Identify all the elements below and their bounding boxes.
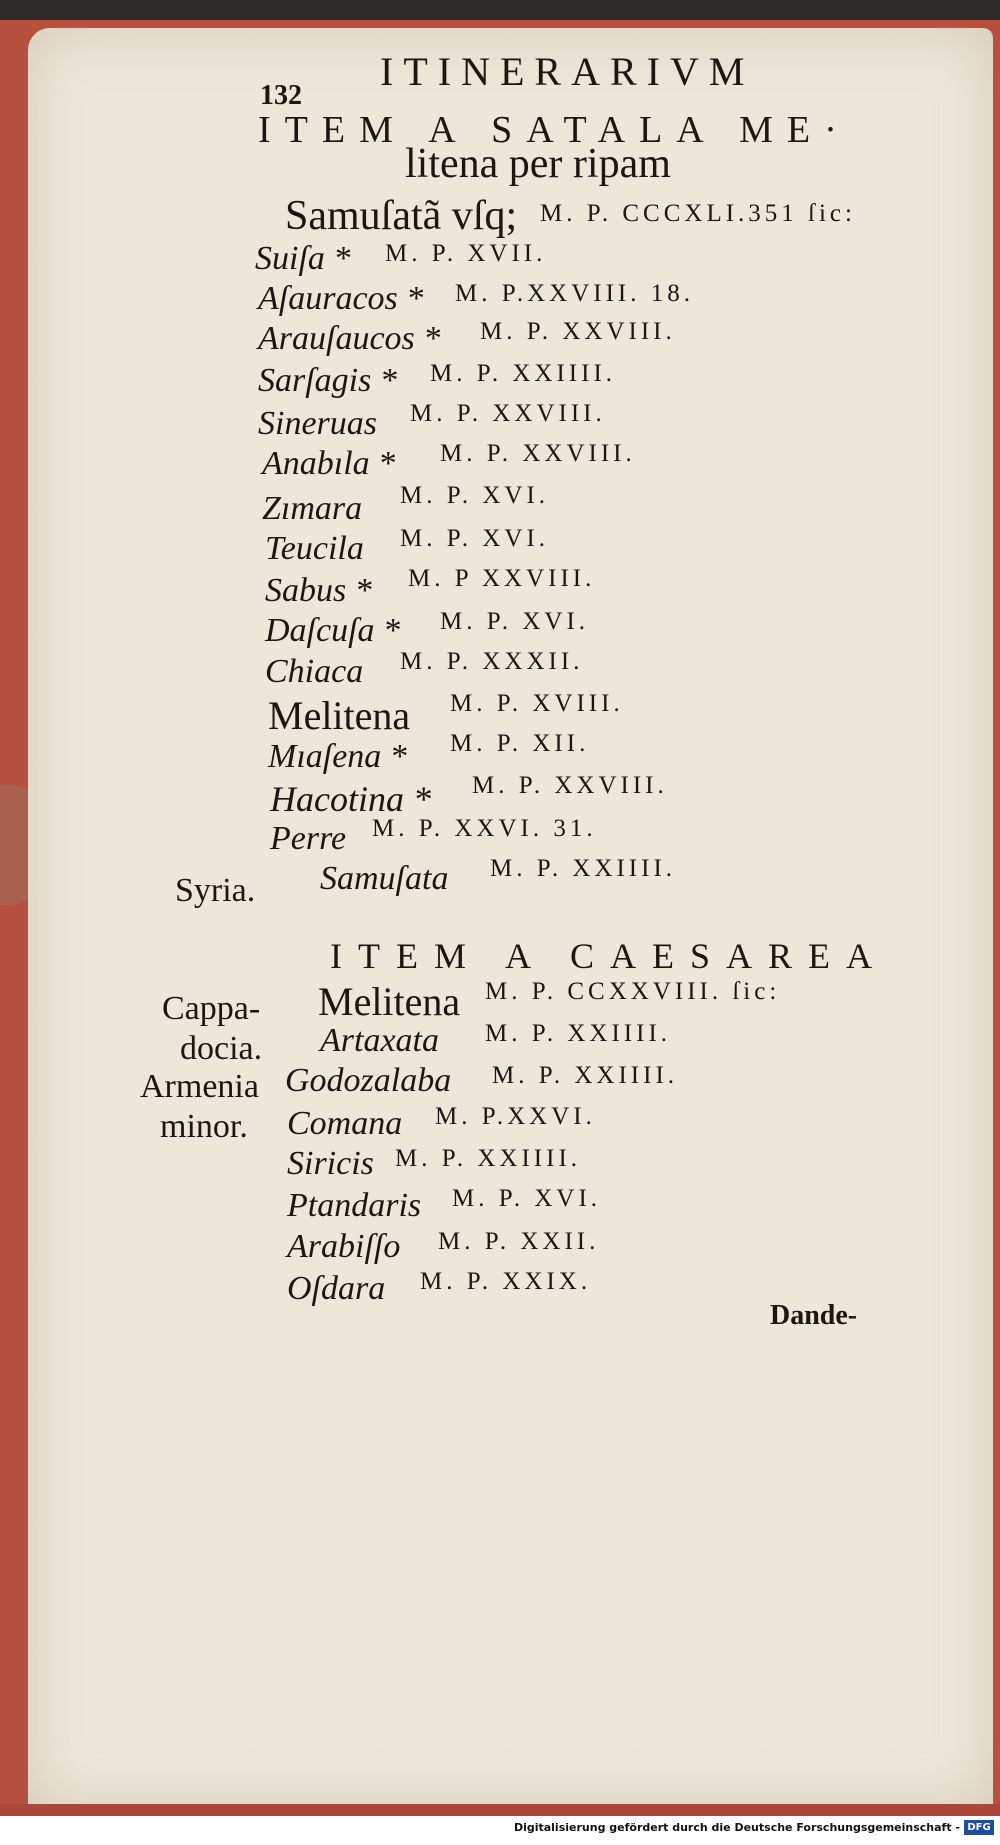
entry-name: Artaxata — [320, 1022, 439, 1059]
entry-distance: M. P. XVI. — [400, 525, 550, 552]
entry-name: Godozalaba — [285, 1062, 452, 1099]
entry-distance: M. P. XXVIII. — [472, 772, 668, 799]
entry-name: Ptandaris — [287, 1187, 422, 1224]
entry-name: Arauſaucos * — [258, 320, 441, 357]
entry-distance: M. P. XVII. — [385, 240, 547, 267]
entry-name: Sabus * — [265, 572, 372, 609]
section1-heading-line1: ITEM A SATALA ME· — [258, 109, 851, 151]
margin-note-syria: Syria. — [175, 872, 256, 909]
entry-distance: M. P. XXVIII. — [410, 400, 606, 427]
entry-name: Aſauracos * — [258, 280, 424, 317]
entry-distance: M. P. XXVI. 31. — [372, 815, 597, 842]
entry-name: Teucila — [265, 530, 364, 567]
margin-note: minor. — [160, 1108, 248, 1145]
entry-name: Arabiſſo — [287, 1228, 401, 1265]
entry-name: Comana — [287, 1105, 403, 1142]
entry-name: Sarſagis * — [258, 362, 397, 399]
margin-note: Armenia — [140, 1068, 259, 1105]
entry-distance: M. P. XXIIII. — [492, 1062, 679, 1089]
page-number: 132 — [260, 80, 302, 111]
entry-distance: M. P.XXVIII. 18. — [455, 280, 694, 307]
margin-note: Cappa- — [162, 990, 261, 1027]
entry-name: Suiſa * — [255, 240, 351, 277]
entry-distance: M. P. XXIIII. — [490, 855, 677, 882]
entry-distance: M. P. XII. — [450, 730, 590, 757]
section1-heading-line2: litena per ripam — [405, 141, 671, 187]
book-bottom-edge — [0, 1804, 1000, 1816]
entry-distance: M. P. XVI. — [440, 608, 590, 635]
section2-subhead-distance: M. P. CCXXVIII. ſic: — [485, 978, 781, 1005]
margin-note: docia. — [180, 1030, 263, 1067]
entry-distance: M. P. XVI. — [452, 1185, 602, 1212]
footer-credit: Digitalisierung gefördert durch die Deutsche Forschungsgemeinschaft - — [513, 1821, 960, 1834]
entry-name: Perre — [270, 820, 347, 857]
entry-name: Zımara — [262, 490, 363, 527]
entry-name: Daſcuſa * — [265, 612, 401, 649]
entry-distance: M. P. XXIIII. — [485, 1020, 672, 1047]
section1-heading-distance: M. P. CCCXLI.351 ſic: — [540, 200, 856, 227]
entry-name: Samuſata — [320, 860, 449, 897]
dfg-logo-icon: DFG — [964, 1820, 994, 1835]
entry-distance: M. P. XVIII. — [450, 690, 624, 717]
catchword: Dande- — [770, 1300, 858, 1331]
entry-distance: M. P. XXIIII. — [395, 1145, 582, 1172]
entry-distance: M. P. XXVIII. — [440, 440, 636, 467]
entry-distance: M. P XXVIII. — [408, 565, 596, 592]
entry-name: Mıaſena * — [268, 738, 407, 775]
entry-name: Hacotina * — [270, 779, 431, 819]
entry-distance: M. P.XXVI. — [435, 1103, 596, 1130]
section1-heading-name: Samuſatã vſq; — [285, 193, 518, 239]
entry-name: Sineruas — [258, 405, 377, 442]
entry-name: Oſdara — [287, 1270, 386, 1307]
entry-distance: M. P. XVI. — [400, 482, 550, 509]
entry-name: Chiaca — [265, 653, 364, 690]
entry-distance: M. P. XXII. — [438, 1228, 600, 1255]
entry-distance: M. P. XXVIII. — [480, 318, 676, 345]
entry-name: Melitena — [268, 693, 411, 738]
entry-distance: M. P. XXIX. — [420, 1268, 592, 1295]
entry-distance: M. P. XXXII. — [400, 648, 584, 675]
entry-name: Siricis — [287, 1145, 374, 1182]
running-head: ITINERARIVM — [380, 49, 755, 94]
section2-subhead-name: Melitena — [318, 979, 461, 1024]
entry-distance: M. P. XXIIII. — [430, 360, 617, 387]
section2-heading: ITEM A CAESAREA — [330, 936, 889, 976]
entry-name: Anabıla * — [262, 445, 396, 482]
